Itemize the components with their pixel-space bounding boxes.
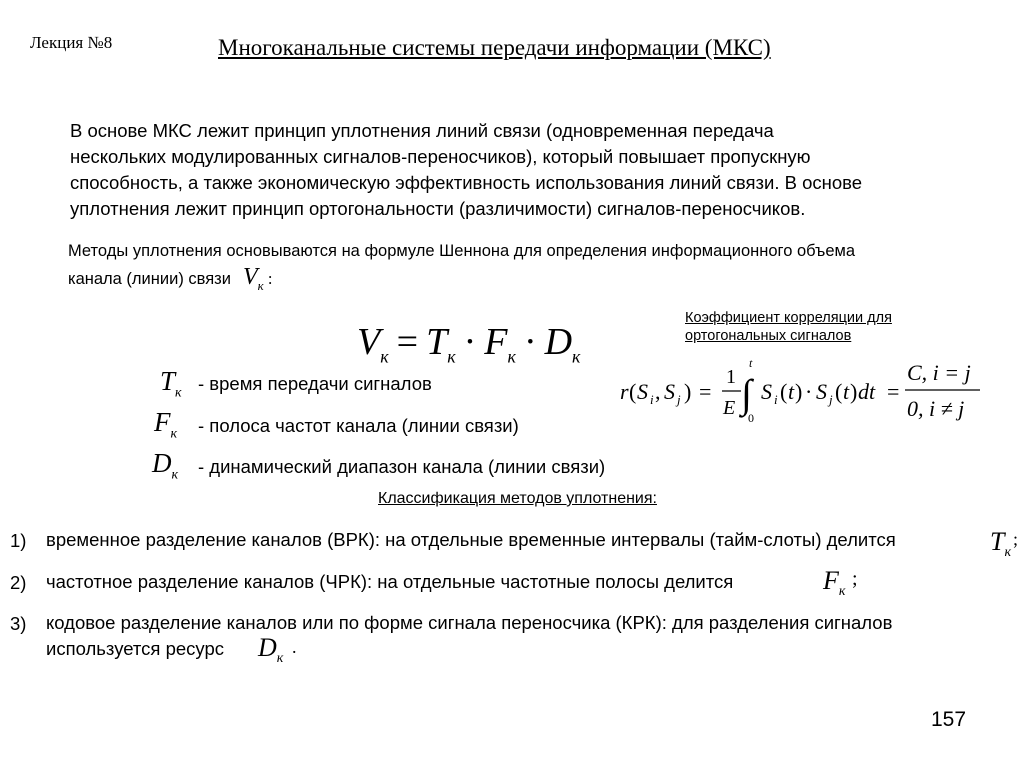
formula-T: T (426, 321, 448, 363)
lecture-number: Лекция №8 (30, 33, 113, 52)
formula-dot: · (523, 321, 537, 363)
page-title: Многоканальные системы передачи информации (МКС) (218, 35, 771, 60)
corr-one: 1 (726, 366, 736, 388)
correlation-label (685, 309, 892, 345)
page-number: 157 (931, 708, 967, 731)
intro-line: В основе МКС лежит принцип уплотнения линий связи (одновременная передача (70, 120, 774, 141)
methods-paragraph (68, 238, 855, 299)
list-item-tail: . (292, 637, 297, 657)
formula-sub: к (380, 346, 389, 367)
corr-comma: , (655, 379, 661, 404)
corr-tparen3: ( (835, 379, 843, 404)
volume-var-sub: к (257, 277, 264, 293)
intro-paragraph (70, 118, 990, 222)
corr-lower-limit: 0 (748, 411, 754, 425)
def-var-F: $F_к$ (154, 407, 178, 442)
list-item-text: используется ресурс (46, 638, 224, 659)
corr-paren-close: ) (684, 379, 692, 404)
formula-eq: = (396, 321, 419, 363)
corr-S2: S (664, 379, 675, 404)
corr-j1: j (677, 392, 681, 407)
correlation-formula (615, 352, 990, 434)
volume-variable (242, 264, 264, 293)
corr-eq2: = (887, 379, 900, 404)
list-item-text: временное разделение каналов (ВРК): на отдельные временные интервалы (тайм-слоты) делится (46, 529, 896, 550)
inline-var-D: $D_к$ (258, 633, 284, 667)
correlation-label-line: ортогональных сигналов (685, 328, 852, 344)
formula-F: F (484, 321, 508, 363)
inline-var-F: $F_к$ (823, 566, 846, 600)
list-item-number: 2) (10, 572, 27, 593)
corr-dot: · (805, 379, 813, 404)
methods-line (68, 264, 855, 299)
list-item-text: кодовое разделение каналов или по форме сигнала переносчика (КРК): для разделения сигналов (46, 612, 893, 633)
list-item-tail: ; (1013, 529, 1019, 549)
corr-tparen4: ) (850, 379, 858, 404)
corr-S1: S (637, 379, 648, 404)
formula-D: D (544, 321, 573, 363)
def-var-D: $D_к$ (152, 448, 179, 483)
corr-t2: t (843, 379, 850, 404)
corr-j2: j (829, 392, 833, 407)
corr-case2: 0, i ≠ j (907, 396, 965, 421)
def-text-T: - время передачи сигналов (198, 373, 432, 394)
corr-integral: ∫ (741, 371, 752, 416)
volume-var-letter: V (242, 264, 258, 290)
def-var-T: $T_к$ (160, 366, 182, 401)
methods-line2-text: канала (линии) связи (68, 270, 231, 288)
list-item-number: 1) (10, 530, 27, 551)
intro-line: нескольких модулированных сигналов-переносчиков), который повышает пропускную (70, 146, 811, 167)
corr-tparen1: ( (780, 379, 788, 404)
corr-paren-open: ( (629, 379, 637, 404)
def-text-F: - полоса частот канала (линии связи) (198, 415, 519, 436)
methods-tail: : (263, 269, 273, 288)
corr-S3: S (761, 379, 772, 404)
corr-i1: i (650, 392, 654, 407)
list-item-tail: ; (852, 568, 858, 590)
correlation-label-line: Коэффициент корреляции для (685, 310, 892, 326)
formula-sub: к (572, 346, 581, 367)
list-item-text: частотное разделение каналов (ЧРК): на отдельные частотные полосы делится (46, 571, 734, 592)
corr-r: r (620, 379, 629, 404)
formula-dot: · (463, 321, 477, 363)
intro-line: способность, а также экономическую эффективность использования линий связи. В основе (70, 172, 863, 193)
corr-dt: dt (858, 379, 876, 404)
list-item-number: 3) (10, 613, 27, 634)
formula-sub: к (447, 346, 456, 367)
classification-heading: Классификация методов уплотнения: (378, 490, 657, 507)
corr-t1: t (788, 379, 795, 404)
inline-var-T: $T_к$ (990, 527, 1012, 561)
def-text-D: - динамический диапазон канала (линии связи) (198, 456, 606, 477)
corr-eq1: = (699, 379, 712, 404)
intro-line: уплотнения лежит принцип ортогональности (различимости) сигналов-переносчиков. (70, 198, 806, 219)
methods-line: Методы уплотнения основываются на формуле Шеннона для определения информационного объема (68, 242, 856, 260)
corr-E: E (723, 397, 736, 419)
corr-case1: C, i = j (907, 360, 971, 385)
corr-i2: i (774, 392, 778, 407)
shannon-formula (357, 320, 580, 368)
corr-upper-limit: t (749, 356, 753, 370)
corr-tparen2: ) (795, 379, 803, 404)
corr-S4: S (816, 379, 827, 404)
formula-sub: к (507, 346, 516, 367)
formula-V: V (357, 321, 381, 363)
